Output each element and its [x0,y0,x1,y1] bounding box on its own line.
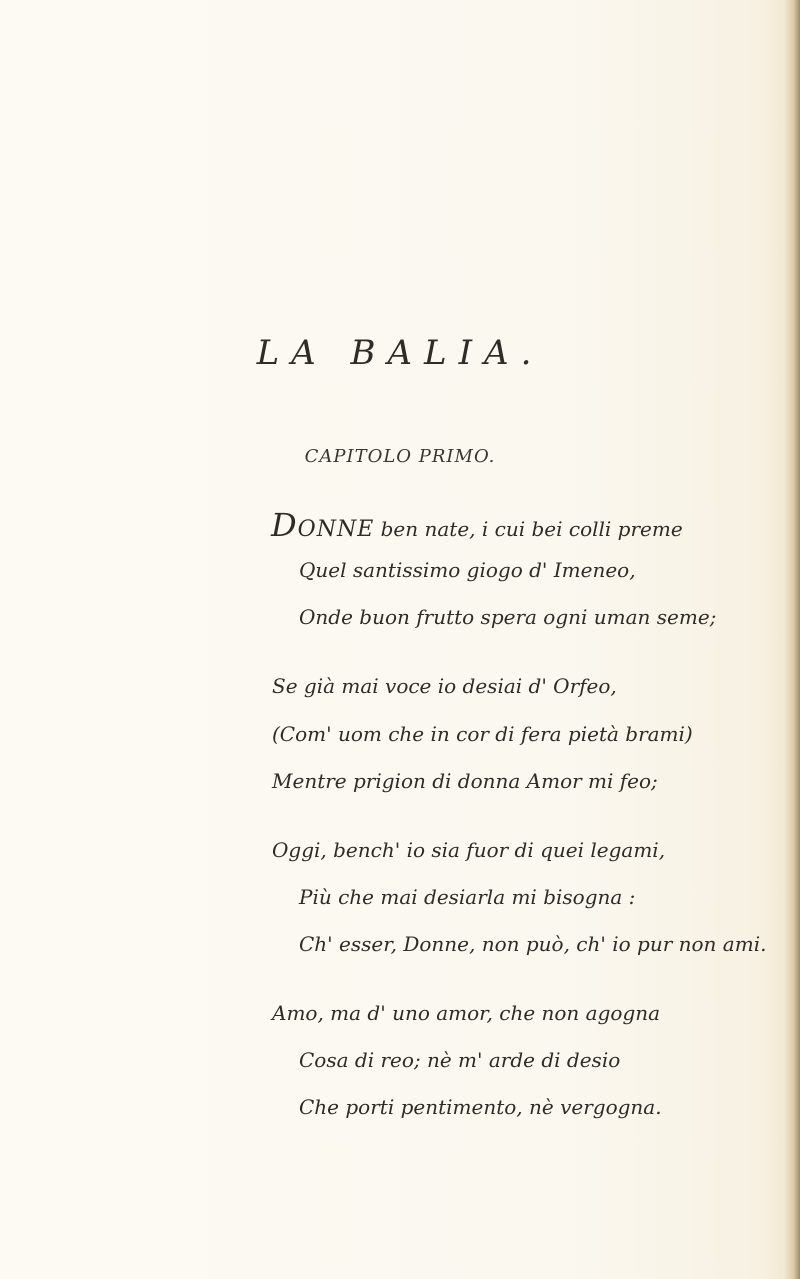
drop-initial: D [271,506,298,544]
poem-line-10: Amo, ma d' uno amor, che non agogna [272,1001,661,1025]
poem-line-1 [271,506,683,544]
poem-line-8: Più che mai desiarla mi bisogna : [299,885,636,909]
small-caps-word: ONNE [297,517,375,542]
poem-line-2: Quel santissimo giogo d' Imeneo, [299,558,636,582]
poem-line-text: ben nate, i cui bei colli preme [374,517,683,541]
poem-line-6: Mentre prigion di donna Amor mi feo; [272,769,658,793]
poem-line-4: Se già mai voce io desiai d' Orfeo, [272,674,617,698]
poem-line-11: Cosa di reo; nè m' arde di desio [299,1048,621,1072]
poem-line-9: Ch' esser, Donne, non può, ch' io pur non ami. [299,932,767,956]
page-edge-shadow [784,0,800,1279]
page-title: LA BALIA. [256,333,544,373]
poem-line-7: Oggi, bench' io sia fuor di quei legami, [272,838,666,862]
poem-line-12: Che porti pentimento, nè vergogna. [299,1095,662,1119]
poem-line-3: Onde buon frutto spera ogni uman seme; [299,605,717,629]
chapter-heading: CAPITOLO PRIMO. [304,446,496,467]
poem-line-5: (Com' uom che in cor di fera pietà brami) [272,722,693,746]
